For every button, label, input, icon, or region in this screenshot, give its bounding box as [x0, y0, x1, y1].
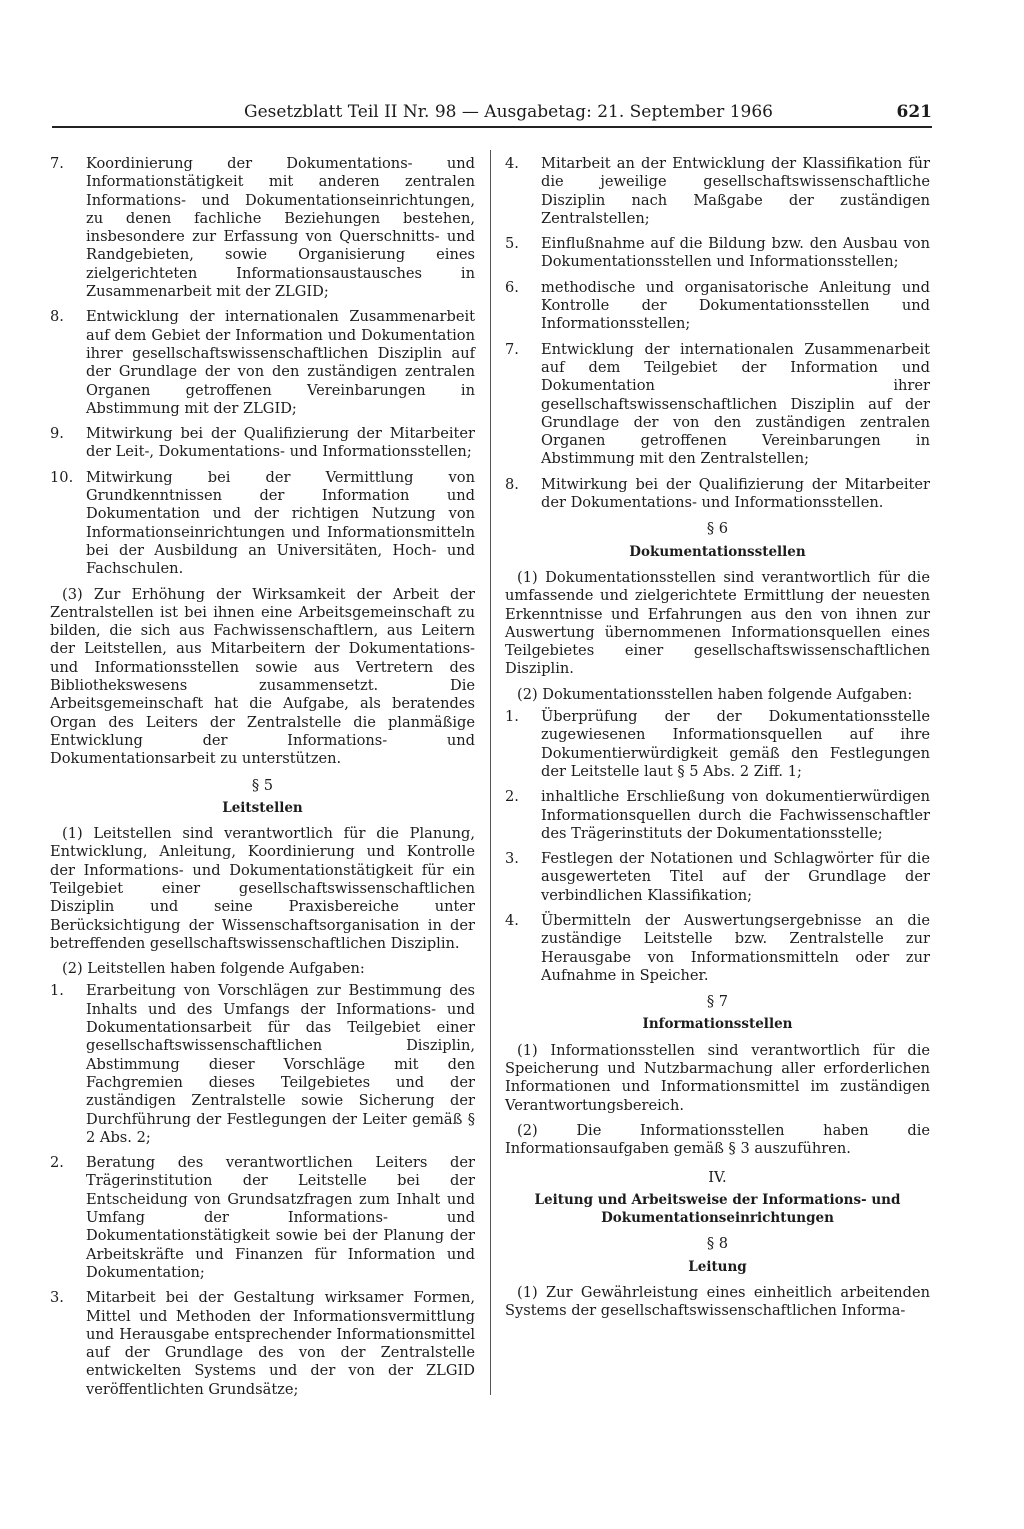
list-item [50, 1289, 475, 1399]
chapter-title: Leitung und Arbeitsweise der Informations- und Dokumentationseinrichtungen [534, 1191, 901, 1227]
list-item [505, 708, 930, 781]
item-number: 4. [505, 911, 519, 929]
item-text: Einflußnahme auf die Bildung bzw. den Ausbau von Dokumentationsstellen und Informationsstellen; [541, 235, 930, 271]
list-item [505, 341, 930, 469]
section-7-title: Informationsstellen [642, 1016, 793, 1033]
section-6-paragraph-1: (1) Dokumentationsstellen sind verantwortlich für die umfassende und zielgerichtete Ermittlung der neuesten Erkenntnisse und Erfahrungen aus den von ihnen zur Auswertung übernommenen Informationsquellen eines Teilgebietes einer gesellschaftswissenschaftlichen Disziplin. [505, 568, 930, 678]
item-text: Mitwirkung bei der Vermittlung von Grundkenntnissen der Information und Dokumentation und der richtigen Nutzung von Informationseinrichtungen und Informationsmitteln bei der Ausbildung an Universitäten, Hoch- und Fachschulen. [86, 468, 475, 578]
list-item [505, 155, 930, 228]
item-text: Erarbeitung von Vorschlägen zur Bestimmung des Inhalts und des Umfangs der Informations- und Dokumentationsarbeit für das Teilgebiet einer gesellschaftswissenschaftlichen Disziplin, Abstimmung dieser Vorschläge mit den Fachgremien dieses Teilgebietes und der zuständigen Zentralstelle sowie Sicherung der Durchführung der Festlegungen der Leiter gemäß § 2 Abs. 2; [86, 982, 475, 1146]
page-number: 621 [896, 102, 932, 122]
header-rule [52, 126, 932, 128]
item-number: 2. [505, 788, 519, 806]
list-item [505, 279, 930, 334]
item-number: 6. [505, 278, 519, 296]
left-column [50, 155, 475, 1406]
list-item [505, 912, 930, 985]
list-item [50, 1154, 475, 1282]
item-text: Beratung des verantwortlichen Leiters der Trägerinstitution der Leitstelle bei der Entscheidung von Grundsatzfragen zum Inhalt und Umfang der Informations- und Dokumentationstätigkeit sowie bei der Planung der Arbeitskräfte und Finanzen für Information und Dokumentation; [86, 1154, 475, 1281]
section-6-paragraph-2: (2) Dokumentationsstellen haben folgende Aufgaben: [517, 685, 913, 703]
item-text: Mitwirkung bei der Qualifizierung der Mitarbeiter der Dokumentations- und Informationsstellen. [541, 475, 930, 512]
item-text: Mitwirkung bei der Qualifizierung der Mitarbeiter der Leit-, Dokumentations- und Informationsstellen; [86, 425, 475, 461]
item-number: 1. [505, 708, 519, 726]
item-number: 2. [50, 1154, 64, 1172]
section-5-paragraph-1: (1) Leitstellen sind verantwortlich für die Planung, Entwicklung, Anleitung, Koordinierung und Kontrolle der Informations- und Dokumentationstätigkeit für ein Teilgebiet einer gesellschaftswissenschaftlichen Disziplin und seine Praxisbereiche unter Berücksichtigung der Wissenschaftsorganisation in der betreffenden gesellschaftswissenschaftlichen Disziplin. [50, 825, 475, 952]
section-6-number: § 6 [706, 520, 729, 538]
section-5-paragraph-2: (2) Leitstellen haben folgende Aufgaben: [62, 960, 365, 978]
item-number: 8. [505, 475, 519, 493]
section-6-title: Dokumentationsstellen [629, 543, 806, 560]
column-divider [490, 150, 491, 1395]
section-7-paragraph-1: (1) Informationsstellen sind verantwortlich für die Speicherung und Nutzbarmachung aller erforderlichen Informationen und Informationsmittel im zuständigen Verantwortungsbereich. [505, 1041, 930, 1114]
item-text: Mitarbeit an der Entwicklung der Klassifikation für die jeweilige gesellschaftswissenschaftliche Disziplin nach Maßgabe der zuständigen Zentralstellen; [541, 155, 930, 227]
list-item [50, 425, 475, 462]
item-text: Überprüfung der der Dokumentationsstelle zugewiesenen Informationsquellen auf ihre Dokumentierwürdigkeit gemäß den Festlegungen der Leitstelle laut § 5 Abs. 2 Ziff. 1; [541, 708, 930, 780]
header-title: Gesetzblatt Teil II Nr. 98 — Ausgabetag: 21. September 1966 [244, 102, 773, 122]
item-text: Koordinierung der Dokumentations- und Informationstätigkeit mit anderen zentralen Informations- und Dokumentationseinrichtungen, zu denen fachliche Beziehungen bestehen, insbesondere zur Erfassung von Querschnitts- und Randgebieten, sowie Organisierung eines zielgerichteten Informationsaustausches in Zusammenarbeit mit der ZLGID; [86, 155, 475, 301]
item-text: Entwicklung der internationalen Zusammenarbeit auf dem Gebiet der Information und Dokumentation ihrer gesellschaftswissenschaftlichen Disziplin auf der Grundlage der von den zuständigen zentralen Organen getroffenen Vereinbarungen in Abstimmung mit der ZLGID; [86, 308, 475, 417]
list-item [50, 308, 475, 418]
section-8-paragraph-1: (1) Zur Gewährleistung eines einheitlich arbeitenden Systems der gesellschaftswissenschaftlichen Informa- [505, 1284, 930, 1320]
item-text: Übermitteln der Auswertungsergebnisse an die zuständige Leitstelle bzw. Zentralstelle zur Herausgabe von Informationsmitteln oder zur Aufnahme in Speicher. [541, 911, 930, 984]
item-number: 10. [50, 468, 74, 486]
list-item [50, 469, 475, 579]
item-text: methodische und organisatorische Anleitung und Kontrolle der Dokumentationsstellen und Informationsstellen; [541, 278, 930, 333]
section-7-paragraph-2: (2) Die Informationsstellen haben die Informationsaufgaben gemäß § 3 auszuführen. [505, 1121, 930, 1158]
list-item [505, 850, 930, 905]
item-text: Mitarbeit bei der Gestaltung wirksamer Formen, Mittel und Methoden der Informationsvermittlung und Herausgabe entsprechender Informationsmittel auf der Grundlage des von der Zentralstelle entwickelten Systems und der von der ZLGID veröffentlichten Grundsätze; [86, 1289, 475, 1398]
item-number: 3. [505, 850, 519, 868]
list-item [505, 235, 930, 272]
item-number: 5. [505, 235, 519, 253]
item-text: inhaltliche Erschließung von dokumentierwürdigen Informationsquellen durch die Fachwissenschaftler des Trägerinstituts der Dokumentationsstelle; [541, 788, 930, 842]
item-number: 8. [50, 308, 64, 326]
list-item [505, 476, 930, 513]
item-text: Festlegen der Notationen und Schlagwörter für die ausgewerteten Titel auf der Grundlage der verbindlichen Klassifikation; [541, 850, 930, 904]
section-5-number: § 5 [251, 776, 274, 794]
item-number: 4. [505, 155, 519, 172]
chapter-number: IV. [708, 1168, 727, 1186]
right-column [505, 155, 930, 1328]
list-item [505, 788, 930, 843]
item-text: Entwicklung der internationalen Zusammenarbeit auf dem Teilgebiet der Information und Dokumentation ihrer gesellschaftswissenschaftlichen Disziplin auf der Grundlage der von den zuständigen zentralen Organen getroffenen Vereinbarungen in Abstimmung mit den Zentralstellen; [541, 340, 930, 468]
item-number: 9. [50, 425, 64, 443]
section-8-title: Leitung [688, 1258, 747, 1275]
section-8-number: § 8 [706, 1235, 729, 1253]
item-number: 7. [505, 340, 519, 358]
list-item [50, 155, 475, 301]
section-7-number: § 7 [706, 993, 729, 1011]
item-number: 1. [50, 982, 64, 1000]
item-number: 3. [50, 1289, 64, 1307]
paragraph-3: (3) Zur Erhöhung der Wirksamkeit der Arbeit der Zentralstellen ist bei ihnen eine Arbeitsgemeinschaft zu bilden, die sich aus Fachwissenschaftlern, aus Leitern der Leitstellen, aus Mitarbeitern der Dokumentations- und Informationsstellen sowie aus Vertretern des Bibliothekswesens zusammensetzt. Die Arbeitsgemeinschaft hat die Aufgabe, als beratendes Organ des Leiters der Zentralstelle die planmäßige Entwicklung der Informations- und Dokumentationsarbeit zu unterstützen. [50, 585, 475, 768]
section-5-title: Leitstellen [222, 799, 303, 816]
list-item [50, 982, 475, 1147]
item-number: 7. [50, 155, 64, 172]
